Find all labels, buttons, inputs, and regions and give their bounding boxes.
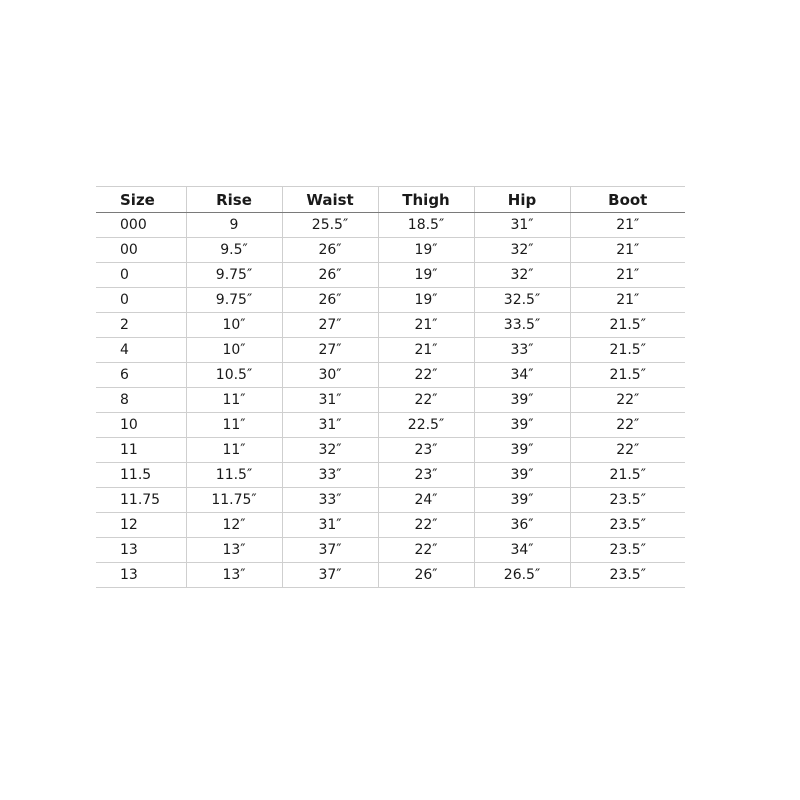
cell-size: 000 — [96, 213, 186, 238]
cell-hip: 39″ — [474, 413, 570, 438]
cell-waist: 26″ — [282, 288, 378, 313]
cell-waist: 26″ — [282, 238, 378, 263]
cell-boot: 23.5″ — [570, 488, 685, 513]
cell-thigh: 22.5″ — [378, 413, 474, 438]
cell-waist: 30″ — [282, 363, 378, 388]
cell-hip: 32″ — [474, 263, 570, 288]
cell-boot: 21″ — [570, 238, 685, 263]
cell-boot: 22″ — [570, 413, 685, 438]
cell-thigh: 21″ — [378, 313, 474, 338]
cell-rise: 12″ — [186, 513, 282, 538]
cell-size: 0 — [96, 263, 186, 288]
table-row — [96, 463, 685, 488]
cell-rise: 9.5″ — [186, 238, 282, 263]
cell-size: 13 — [96, 563, 186, 588]
cell-thigh: 22″ — [378, 513, 474, 538]
cell-hip: 33.5″ — [474, 313, 570, 338]
cell-thigh: 19″ — [378, 238, 474, 263]
cell-waist: 37″ — [282, 538, 378, 563]
column-header-size: Size — [96, 187, 186, 213]
cell-hip: 39″ — [474, 438, 570, 463]
table-row — [96, 213, 685, 238]
table-row — [96, 238, 685, 263]
cell-rise: 9 — [186, 213, 282, 238]
cell-rise: 11″ — [186, 413, 282, 438]
cell-size: 12 — [96, 513, 186, 538]
cell-hip: 36″ — [474, 513, 570, 538]
table-row — [96, 488, 685, 513]
column-header-waist: Waist — [282, 187, 378, 213]
column-header-thigh: Thigh — [378, 187, 474, 213]
cell-boot: 21.5″ — [570, 463, 685, 488]
cell-waist: 31″ — [282, 413, 378, 438]
cell-size: 11 — [96, 438, 186, 463]
column-header-hip: Hip — [474, 187, 570, 213]
table-row — [96, 413, 685, 438]
cell-thigh: 18.5″ — [378, 213, 474, 238]
cell-hip: 34″ — [474, 538, 570, 563]
cell-waist: 37″ — [282, 563, 378, 588]
cell-thigh: 22″ — [378, 363, 474, 388]
cell-thigh: 23″ — [378, 463, 474, 488]
table-row — [96, 263, 685, 288]
cell-boot: 21.5″ — [570, 338, 685, 363]
cell-thigh: 21″ — [378, 338, 474, 363]
cell-boot: 23.5″ — [570, 513, 685, 538]
cell-waist: 25.5″ — [282, 213, 378, 238]
cell-waist: 32″ — [282, 438, 378, 463]
cell-boot: 21″ — [570, 213, 685, 238]
cell-boot: 21.5″ — [570, 363, 685, 388]
cell-waist: 33″ — [282, 463, 378, 488]
cell-rise: 9.75″ — [186, 288, 282, 313]
cell-waist: 31″ — [282, 388, 378, 413]
cell-boot: 21″ — [570, 288, 685, 313]
cell-size: 8 — [96, 388, 186, 413]
cell-hip: 34″ — [474, 363, 570, 388]
table-row — [96, 538, 685, 563]
cell-waist: 26″ — [282, 263, 378, 288]
table-row — [96, 388, 685, 413]
cell-size: 11.5 — [96, 463, 186, 488]
cell-thigh: 22″ — [378, 538, 474, 563]
cell-size: 13 — [96, 538, 186, 563]
table-row — [96, 313, 685, 338]
cell-rise: 11″ — [186, 438, 282, 463]
table-row — [96, 338, 685, 363]
cell-rise: 10.5″ — [186, 363, 282, 388]
cell-waist: 27″ — [282, 313, 378, 338]
cell-waist: 33″ — [282, 488, 378, 513]
table-row — [96, 513, 685, 538]
cell-rise: 11.75″ — [186, 488, 282, 513]
cell-boot: 21″ — [570, 263, 685, 288]
cell-hip: 33″ — [474, 338, 570, 363]
size-chart-table — [96, 186, 685, 588]
cell-hip: 26.5″ — [474, 563, 570, 588]
cell-rise: 11″ — [186, 388, 282, 413]
cell-rise: 9.75″ — [186, 263, 282, 288]
table-body — [96, 213, 685, 588]
cell-hip: 39″ — [474, 463, 570, 488]
cell-boot: 22″ — [570, 388, 685, 413]
cell-thigh: 26″ — [378, 563, 474, 588]
cell-boot: 23.5″ — [570, 563, 685, 588]
table-row — [96, 563, 685, 588]
cell-size: 6 — [96, 363, 186, 388]
cell-thigh: 23″ — [378, 438, 474, 463]
table-row — [96, 363, 685, 388]
cell-hip: 32.5″ — [474, 288, 570, 313]
cell-hip: 31″ — [474, 213, 570, 238]
cell-thigh: 19″ — [378, 263, 474, 288]
cell-thigh: 19″ — [378, 288, 474, 313]
cell-waist: 31″ — [282, 513, 378, 538]
cell-hip: 39″ — [474, 388, 570, 413]
cell-size: 10 — [96, 413, 186, 438]
cell-size: 0 — [96, 288, 186, 313]
table-header — [96, 187, 685, 213]
cell-size: 2 — [96, 313, 186, 338]
cell-rise: 10″ — [186, 313, 282, 338]
cell-size: 4 — [96, 338, 186, 363]
column-header-rise: Rise — [186, 187, 282, 213]
cell-thigh: 22″ — [378, 388, 474, 413]
cell-boot: 22″ — [570, 438, 685, 463]
cell-hip: 32″ — [474, 238, 570, 263]
cell-boot: 23.5″ — [570, 538, 685, 563]
cell-hip: 39″ — [474, 488, 570, 513]
cell-size: 00 — [96, 238, 186, 263]
cell-rise: 10″ — [186, 338, 282, 363]
cell-waist: 27″ — [282, 338, 378, 363]
cell-rise: 13″ — [186, 563, 282, 588]
table-row — [96, 288, 685, 313]
header-row — [96, 187, 685, 213]
cell-boot: 21.5″ — [570, 313, 685, 338]
table-row — [96, 438, 685, 463]
cell-rise: 11.5″ — [186, 463, 282, 488]
cell-size: 11.75 — [96, 488, 186, 513]
cell-thigh: 24″ — [378, 488, 474, 513]
cell-rise: 13″ — [186, 538, 282, 563]
column-header-boot: Boot — [570, 187, 685, 213]
